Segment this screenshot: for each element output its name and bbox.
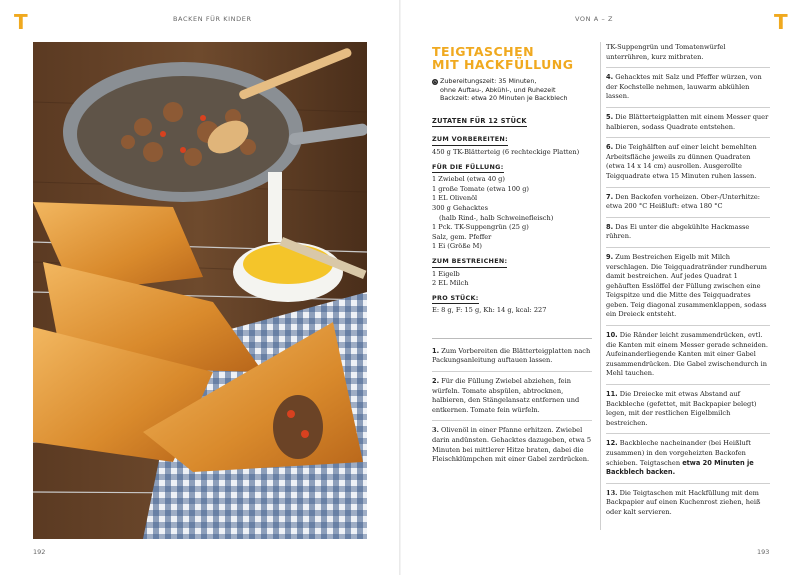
recipe-title-line-2: MIT HACKFÜLLUNG — [432, 57, 574, 72]
recipe-title — [432, 45, 592, 71]
meta-line-2: ohne Auftau-, Abkühl-, und Ruhezeit — [440, 85, 556, 94]
step-2: 2. Für die Füllung Zwiebel abziehen, fein würfeln. Tomate abspülen, abtrocknen, halbieren, den Stängelansatz entfernen und entkernen. Tomate fein würfeln. — [432, 377, 592, 421]
filling-item: 1 EL Olivenöl — [432, 194, 478, 203]
step-13: 13. Die Teigtaschen mit Hackfüllung mit dem Backpapier auf einen Kuchenrost ziehen, heiß oder kalt servieren. — [606, 488, 761, 516]
ingredients-title: ZUTATEN FÜR 12 STÜCK — [432, 117, 527, 128]
per-piece-title: PRO STÜCK: — [432, 294, 479, 305]
nutrition-line: E: 8 g, F: 15 g, Kh: 14 g, kcal: 227 — [432, 306, 547, 315]
recipe-meta — [432, 77, 592, 103]
filling-item: (halb Rind-, halb Schweinefleisch) — [439, 213, 554, 222]
step-3-continued: TK-Suppengrün und Tomatenwürfel unterrühren, kurz mitbraten. — [606, 43, 770, 68]
ingredients-column — [432, 45, 592, 465]
step-3: 3. Olivenöl in einer Pfanne erhitzen. Zwiebel darin andünsten. Gehacktes dazugeben, etwa 5 Minuten bei mittlerer Hitze braten, dabei die Fleischklümpchen mit einer Gabel zerdrücken. — [432, 426, 592, 464]
left-running-head: BACKEN FÜR KINDER — [173, 15, 252, 23]
filling-list — [432, 175, 592, 252]
step-1: 1. Zum Vorbereiten die Blätterteigplatten nach Packungsanleitung auftauen lassen. — [432, 347, 592, 372]
filling-item: 1 Zwiebel (etwa 40 g) — [432, 175, 505, 184]
step-6: 6. Die Teighälften auf einer leicht bemehlten Arbeitsfläche jeweils zu dünnen Quadraten (etwa 14 x 14 cm) ausrollen. Ausgerollte Teigquadrate etwa 15 Minuten ruhen lassen. — [606, 143, 770, 187]
step-10: 10. Die Ränder leicht zusammendrücken, evtl. die Kanten mit einem Messer gerade schneiden. Aufeinanderliegende Kanten mit einer Gabel zusammendrücken. Die Gabel zwischendurch in Mehl tauchen. — [606, 331, 770, 385]
filling-title: FÜR DIE FÜLLUNG: — [432, 163, 504, 174]
recipe-title-line-1: TEIGTASCHEN — [432, 44, 535, 59]
right-page-number: 193 — [757, 548, 770, 556]
brush-title: ZUM BESTREICHEN: — [432, 257, 507, 268]
step-8: 8. Das Ei unter die abgekühlte Hackmasse rühren. — [606, 223, 770, 248]
filling-item: 1 Ei (Größe M) — [432, 242, 482, 251]
page-gutter — [399, 0, 401, 575]
left-section-letter: T — [14, 10, 28, 34]
brush-item: 1 Eigelb — [432, 269, 460, 278]
left-page-number: 192 — [33, 548, 46, 556]
step-7: 7. Den Backofen vorheizen. Ober-/Unterhitze: etwa 200 °C Heißluft: etwa 180 °C — [606, 193, 770, 218]
meta-line-3: Backzeit: etwa 20 Minuten je Backblech — [440, 94, 568, 103]
column-divider — [600, 42, 601, 530]
right-running-head: VON A – Z — [575, 15, 614, 23]
step-12: 12. Backbleche nacheinander (bei Heißluft zusammen) in den vorgeheizten Backofen schieben. Teigtaschen etwa 20 Minuten je Backblech backen. — [606, 439, 770, 483]
prep-list — [432, 148, 592, 158]
step-5: 5. Die Blätterteigplatten mit einem Messer quer halbieren, sodass Quadrate entstehen. — [606, 113, 770, 138]
brush-list — [432, 270, 592, 289]
brush-item: 2 EL Milch — [432, 279, 469, 288]
step-4: 4. Gehacktes mit Salz und Pfeffer würzen, von der Kochstelle nehmen, lauwarm abkühlen lassen. — [606, 73, 770, 108]
prep-item: 450 g TK-Blätterteig (6 rechteckige Platten) — [432, 147, 580, 156]
step-9: 9. Zum Bestreichen Eigelb mit Milch verschlagen. Die Teigquadratränder rundherum damit bestreichen. Auf jedes Quadrat 1 gehäuften Esslöffel der Füllung zwischen eine Teigspitze und die Mitte des Teigquadrates geben. Teig diagonal zusammenklappen, sodass ein Dreieck entsteht. — [606, 253, 770, 326]
step-11: 11. Die Dreiecke mit etwas Abstand auf Backbleche (gefettet, mit Backpapier belegt) legen, mit der restlichen Eigelbmilch bestreichen. — [606, 390, 770, 434]
steps-column — [606, 43, 770, 520]
right-section-letter: T — [774, 10, 788, 34]
clock-icon: ◷ — [433, 79, 437, 84]
filling-item: Salz, gem. Pfeffer — [432, 232, 492, 241]
filling-item: 300 g Gehacktes — [432, 203, 488, 212]
filling-item: 1 Pck. TK-Suppengrün (25 g) — [432, 223, 529, 232]
recipe-photo — [33, 42, 367, 539]
prep-title: ZUM VORBEREITEN: — [432, 135, 508, 146]
meta-line-1: Zubereitungszeit: 35 Minuten, — [440, 77, 537, 85]
filling-item: 1 große Tomate (etwa 100 g) — [432, 184, 529, 193]
divider — [432, 338, 592, 339]
step-12-bold: etwa 20 Minuten je Backblech backen. — [606, 458, 754, 477]
